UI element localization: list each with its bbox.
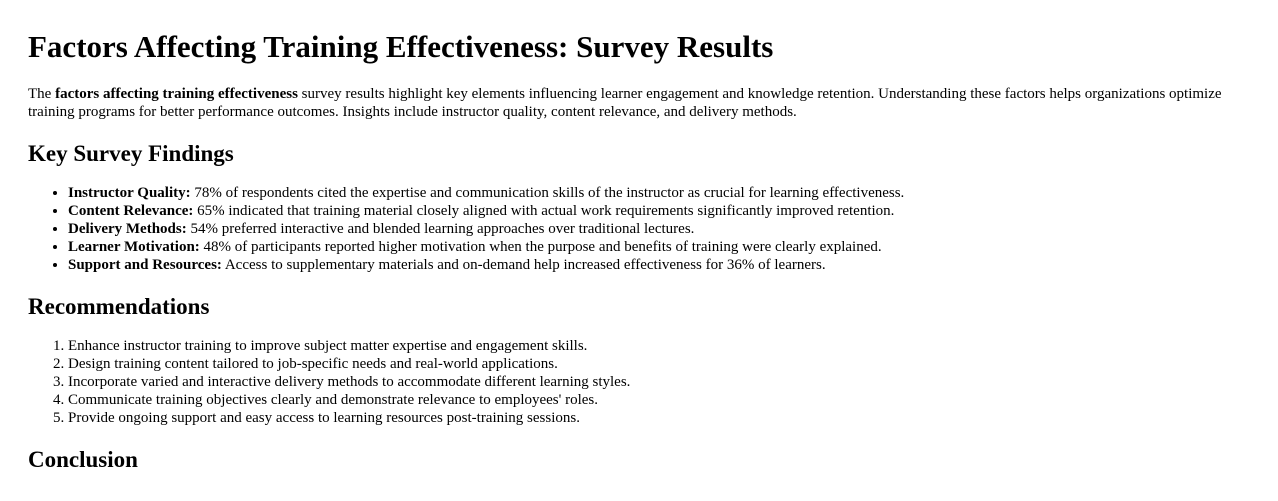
recommendations-list: [28, 337, 1250, 427]
finding-label: Content Relevance:: [68, 203, 194, 219]
finding-label: Delivery Methods:: [68, 221, 187, 237]
finding-item: [68, 238, 1250, 256]
finding-item: [68, 202, 1250, 220]
finding-item: [68, 184, 1250, 202]
intro-text-before: The: [28, 86, 56, 102]
recommendations-heading: Recommendations: [28, 294, 210, 319]
finding-label: Learner Motivation:: [68, 239, 200, 255]
finding-label: Support and Resources:: [68, 257, 222, 273]
finding-text: 48% of participants reported higher motivation when the purpose and benefits of training were clearly explained.: [199, 239, 882, 255]
finding-text: 78% of respondents cited the expertise and communication skills of the instructor as crucial for learning effectiveness.: [190, 185, 905, 201]
finding-label: Instructor Quality:: [68, 185, 191, 201]
recommendation-item: 5. Provide ongoing support and easy access to learning resources post-training sessions.: [68, 409, 1250, 427]
recommendation-item: 3. Incorporate varied and interactive delivery methods to accommodate different learning styles.: [68, 373, 1250, 391]
conclusion-heading: Conclusion: [28, 447, 138, 472]
recommendation-item: 2. Design training content tailored to job-specific needs and real-world applications.: [68, 355, 1250, 373]
findings-list: [28, 184, 1250, 274]
finding-item: [68, 256, 1250, 274]
finding-text: Access to supplementary materials and on-demand help increased effectiveness for 36% of learners.: [221, 257, 826, 273]
finding-text: 54% preferred interactive and blended learning approaches over traditional lectures.: [186, 221, 695, 237]
intro-paragraph: [28, 85, 1250, 121]
intro-bold-phrase: factors affecting training effectiveness: [55, 86, 298, 102]
page-title: Factors Affecting Training Effectiveness: Survey Results: [28, 29, 774, 64]
finding-text: 65% indicated that training material closely aligned with actual work requirements significantly improved retention.: [193, 203, 895, 219]
recommendation-item: 4. Communicate training objectives clearly and demonstrate relevance to employees' roles.: [68, 391, 1250, 409]
recommendation-item: 1. Enhance instructor training to improve subject matter expertise and engagement skills.: [68, 337, 1250, 355]
finding-item: [68, 220, 1250, 238]
intro-text-after: survey results highlight key elements influencing learner engagement and knowledge retention. Understanding these factors helps organizations optimize training programs for better performance outcomes. Insights include instructor quality, content relevance, and delivery methods.: [28, 86, 1222, 120]
findings-heading: Key Survey Findings: [28, 141, 234, 166]
